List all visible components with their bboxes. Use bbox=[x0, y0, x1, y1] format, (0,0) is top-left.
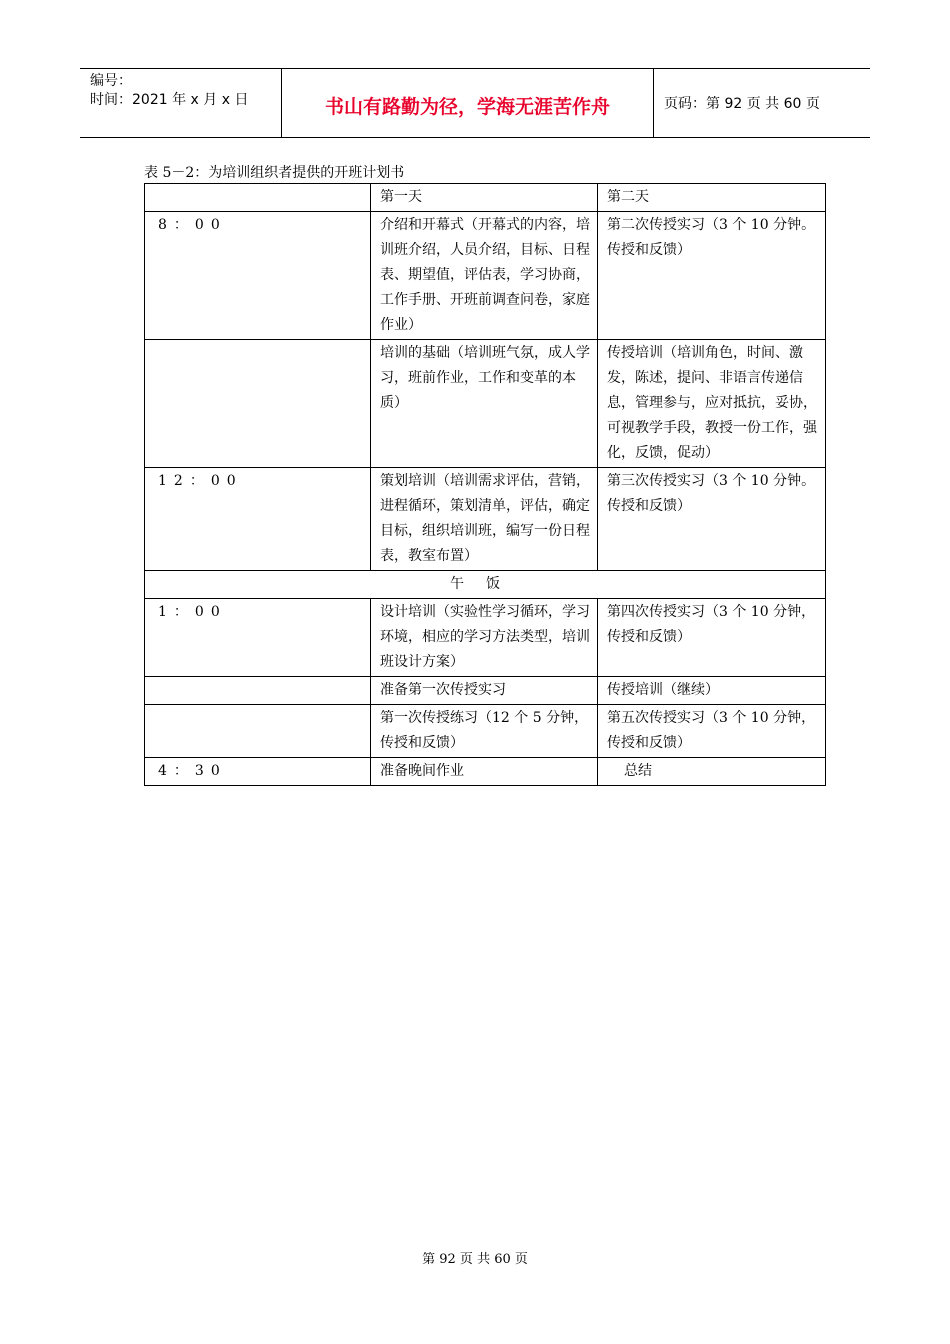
day2-cell: 第三次传授实习（3 个 10 分钟。传授和反馈） bbox=[598, 468, 826, 571]
table-header-row bbox=[145, 184, 826, 212]
day1-cell: 培训的基础（培训班气氛，成人学习，班前作业，工作和变革的本质） bbox=[371, 340, 598, 468]
table-caption: 表 5－2：为培训组织者提供的开班计划书 bbox=[144, 165, 405, 181]
day1-cell: 介绍和开幕式（开幕式的内容，培训班介绍，人员介绍，目标、日程表、期望值，评估表，学习协商，工作手册、开班前调查问卷，家庭作业） bbox=[371, 212, 598, 340]
lunch-cell: 午饭 bbox=[145, 571, 826, 599]
table-header-cell bbox=[145, 184, 371, 212]
day2-cell: 总结 bbox=[598, 758, 826, 786]
header-page-info: 页码：第 92 页 共 60 页 bbox=[664, 96, 820, 112]
day2-cell: 第四次传授实习（3 个 10 分钟，传授和反馈） bbox=[598, 599, 826, 677]
day1-cell: 设计培训（实验性学习循环，学习环境，相应的学习方法类型，培训班设计方案） bbox=[371, 599, 598, 677]
table-row bbox=[145, 758, 826, 786]
document-number-label: 编号： bbox=[90, 73, 132, 89]
header-motto-cell bbox=[282, 69, 654, 137]
table-header-cell: 第一天 bbox=[371, 184, 598, 212]
day1-cell: 策划培训（培训需求评估，营销，进程循环，策划清单，评估，确定目标，组织培训班，编写一份日程表，教室布置） bbox=[371, 468, 598, 571]
day1-cell: 准备第一次传授实习 bbox=[371, 677, 598, 705]
time-cell: 8：00 bbox=[145, 212, 371, 340]
time-cell bbox=[145, 705, 371, 758]
page-footer: 第 92 页 共 60 页 bbox=[422, 1252, 528, 1267]
header-meta bbox=[80, 69, 282, 137]
table-row bbox=[145, 468, 826, 571]
table-row bbox=[145, 599, 826, 677]
time-cell bbox=[145, 340, 371, 468]
table-row bbox=[145, 677, 826, 705]
table-row bbox=[145, 705, 826, 758]
document-date-label: 时间：2021 年 x 月 x 日 bbox=[90, 92, 249, 108]
day1-cell: 第一次传授练习（12 个 5 分钟，传授和反馈） bbox=[371, 705, 598, 758]
time-cell: 12：00 bbox=[145, 468, 371, 571]
time-cell: 1：00 bbox=[145, 599, 371, 677]
time-cell: 4：30 bbox=[145, 758, 371, 786]
time-cell bbox=[145, 677, 371, 705]
day2-cell: 传授培训（继续） bbox=[598, 677, 826, 705]
day1-cell: 准备晚间作业 bbox=[371, 758, 598, 786]
table-row bbox=[145, 340, 826, 468]
day2-cell: 第二次传授实习（3 个 10 分钟。传授和反馈） bbox=[598, 212, 826, 340]
training-schedule-table bbox=[144, 183, 826, 786]
day2-cell: 传授培训（培训角色，时间、激发，陈述，提问、非语言传递信息，管理参与，应对抵抗，妥协，可视教学手段，教授一份工作，强化，反馈，促动） bbox=[598, 340, 826, 468]
day2-cell: 第五次传授实习（3 个 10 分钟，传授和反馈） bbox=[598, 705, 826, 758]
page-header bbox=[80, 68, 870, 138]
table-row bbox=[145, 212, 826, 340]
header-motto: 书山有路勤为径，学海无涯苦作舟 bbox=[324, 96, 610, 118]
lunch-row bbox=[145, 571, 826, 599]
table-header-cell: 第二天 bbox=[598, 184, 826, 212]
